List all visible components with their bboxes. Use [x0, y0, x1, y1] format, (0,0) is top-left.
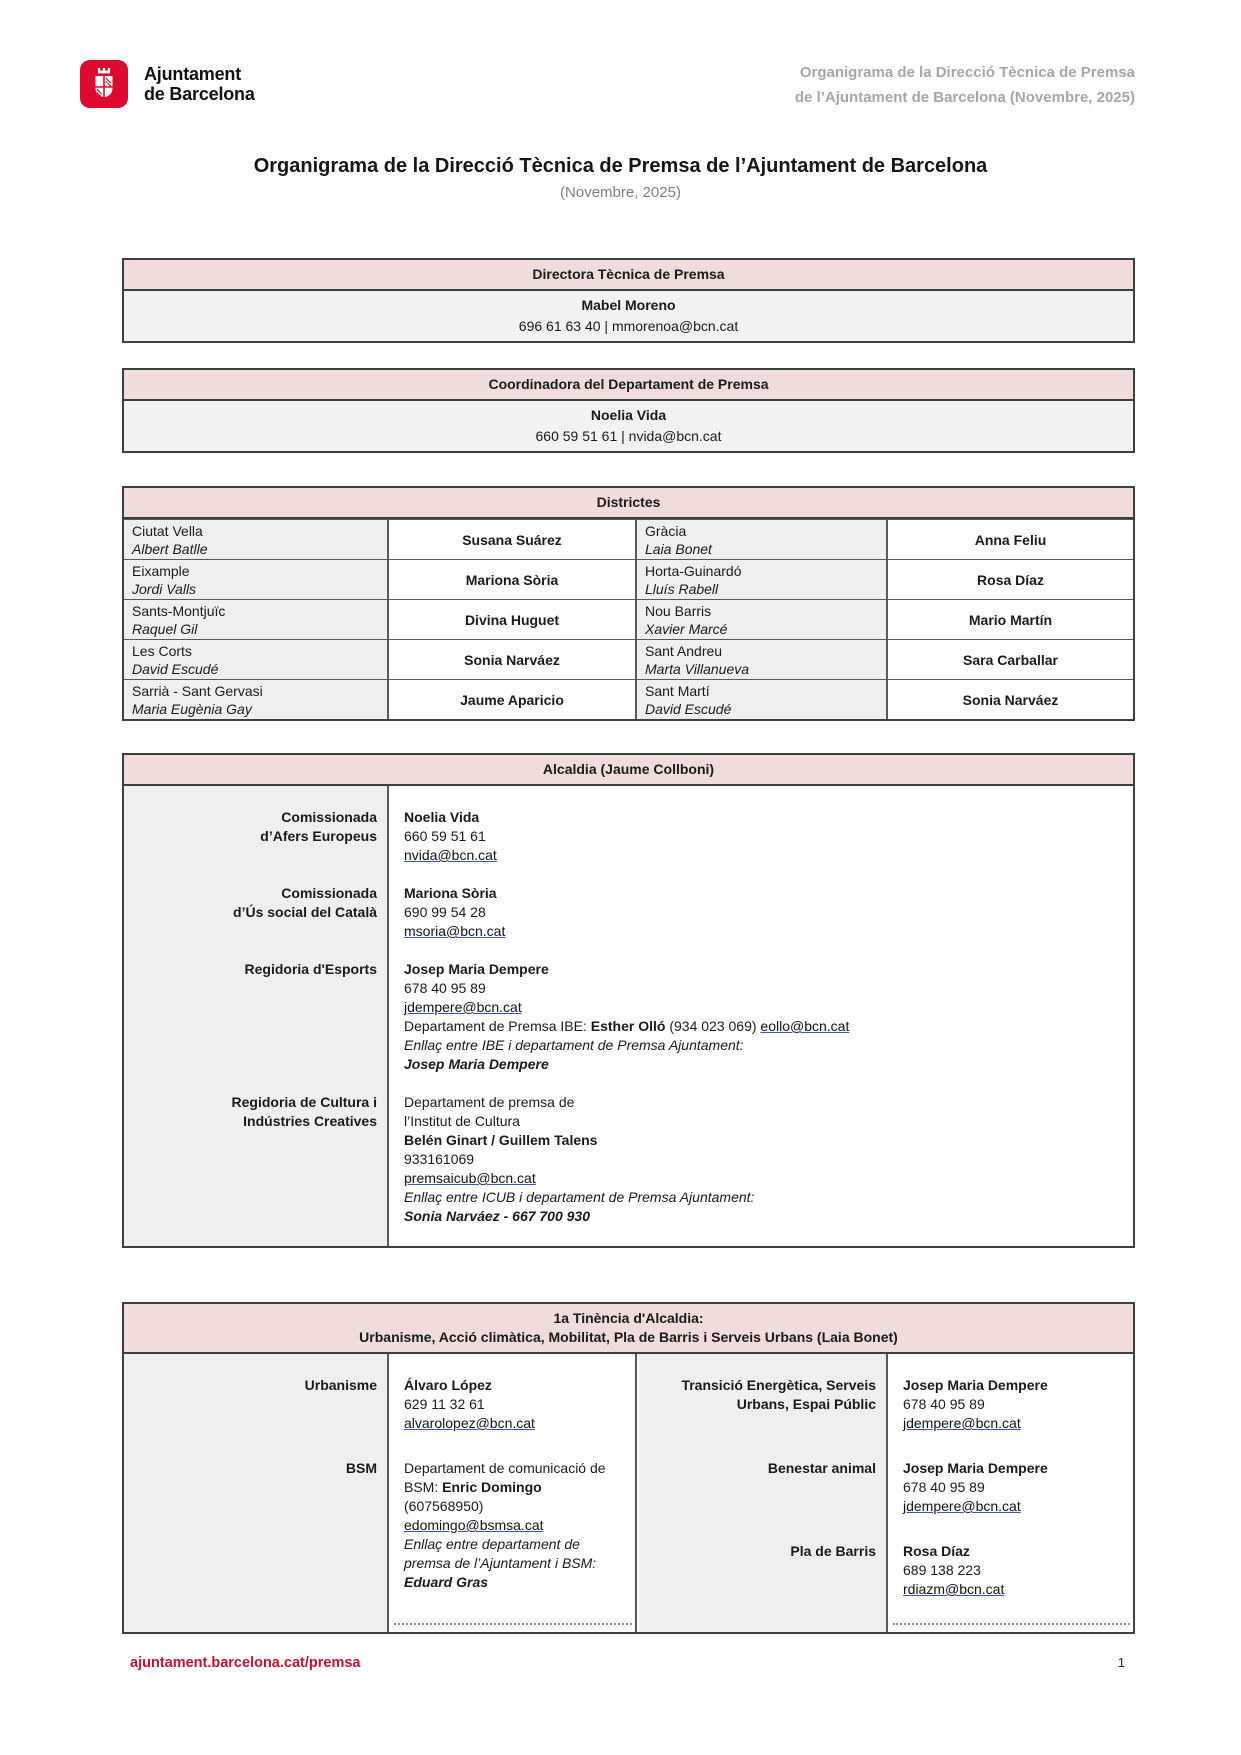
- district-cell: [124, 520, 389, 559]
- directora-box: [122, 258, 1135, 343]
- table-row: [124, 639, 1133, 679]
- contact-phone: 629 11 32 61: [404, 1396, 485, 1412]
- district-councillor: David Escudé: [645, 701, 732, 717]
- tinencia-content-column-left: [391, 1354, 637, 1632]
- contact-name: Josep Maria Dempere: [903, 1460, 1048, 1476]
- contact-block-cultura: [404, 1093, 1127, 1226]
- role-label-esports: Regidoria d'Esports: [244, 961, 377, 977]
- district-councillor: Marta Villanueva: [645, 661, 750, 677]
- page-continuation-dots: [394, 1623, 632, 1625]
- tinencia-box-title: 1a Tinència d'Alcaldia: Urbanisme, Acció climàtica, Mobilitat, Pla de Barris i Serveis Urbans (Laia Bonet): [124, 1304, 1133, 1354]
- email-link[interactable]: jdempere@bcn.cat: [903, 1498, 1021, 1514]
- contact-name: Noelia Vida: [404, 809, 480, 825]
- district-councillor: Raquel Gil: [132, 621, 198, 637]
- contact-phone: 678 40 95 89: [903, 1396, 985, 1412]
- page-footer: [130, 1655, 1125, 1671]
- district-cell: [124, 600, 389, 639]
- ibe-press-line: Departament de Premsa IBE: Esther Olló (934 023 069) eollo@bcn.cat: [404, 1018, 850, 1034]
- tinencia-label-column-left: [124, 1354, 389, 1632]
- role-label-benestar-animal: Benestar animal: [767, 1460, 876, 1476]
- dept-intro-line-1: Departament de premsa de: [404, 1094, 575, 1110]
- alcaldia-content-column: [391, 786, 1133, 1246]
- district-cell: [637, 560, 888, 599]
- page-title: Organigrama de la Direcció Tècnica de Premsa de l’Ajuntament de Barcelona: [253, 155, 988, 177]
- district-name: Ciutat Vella: [132, 523, 203, 539]
- email-link[interactable]: edomingo@bsmsa.cat: [404, 1517, 544, 1533]
- alcaldia-box: [122, 753, 1135, 1248]
- contact-phone: 689 138 223: [903, 1562, 981, 1578]
- coordinadora-box-title: Coordinadora del Departament de Premsa: [124, 370, 1133, 401]
- page-header: [80, 60, 1135, 110]
- contact-phone: (607568950): [404, 1498, 484, 1514]
- email-link[interactable]: eollo@bcn.cat: [760, 1018, 850, 1034]
- contact-phone: 690 99 54 28: [404, 904, 486, 920]
- role-label-afers-europeus: Comissionada d’Afers Europeus: [260, 809, 377, 844]
- district-name: Eixample: [132, 563, 190, 579]
- liaison-name: Sonia Narváez - 667 700 930: [404, 1208, 591, 1224]
- title-block: [0, 155, 1241, 201]
- press-officer-cell: Mario Martín: [888, 600, 1133, 639]
- brand-line-2: de Barcelona: [144, 84, 255, 104]
- district-name: Nou Barris: [645, 603, 712, 619]
- contact-phone: 678 40 95 89: [404, 980, 486, 996]
- contact-block-benestar-animal: [903, 1459, 1127, 1516]
- email-link[interactable]: alvarolopez@bcn.cat: [404, 1415, 535, 1431]
- contact-block-transicio: [903, 1376, 1127, 1433]
- district-name: Gràcia: [645, 523, 687, 539]
- press-officer-cell: Sara Carballar: [888, 640, 1133, 679]
- email-link[interactable]: premsaicub@bcn.cat: [404, 1170, 536, 1186]
- contact-name: Mariona Sòria: [404, 885, 497, 901]
- alcaldia-label-column: [124, 786, 389, 1246]
- running-header: [795, 60, 1135, 110]
- contact-name: Rosa Díaz: [903, 1543, 970, 1559]
- email-link[interactable]: nvida@bcn.cat: [404, 847, 497, 863]
- district-name: Sant Martí: [645, 683, 710, 699]
- district-cell: [637, 520, 888, 559]
- liaison-note: Enllaç entre ICUB i departament de Premsa Ajuntament:: [404, 1189, 755, 1205]
- district-cell: [124, 640, 389, 679]
- contact-block-afers-europeus: [404, 808, 1127, 865]
- alcaldia-box-body: [124, 786, 1133, 1246]
- role-label-us-social-catala: Comissionada d’Ús social del Català: [233, 885, 377, 920]
- districtes-box: [122, 486, 1135, 721]
- contact-block-esports: [404, 960, 1127, 1074]
- contact-block-pla-de-barris: [903, 1542, 1127, 1599]
- contact-name: Belén Ginart / Guillem Talens: [404, 1132, 598, 1148]
- email-link[interactable]: jdempere@bcn.cat: [903, 1415, 1021, 1431]
- directora-box-title: Directora Tècnica de Premsa: [124, 260, 1133, 291]
- tinencia-label-column-right: [639, 1354, 888, 1632]
- table-row: [124, 559, 1133, 599]
- liaison-note: Enllaç entre departament de premsa de l’Ajuntament i BSM:: [404, 1536, 597, 1571]
- districtes-box-title: Districtes: [124, 488, 1133, 519]
- role-label-urbanisme: Urbanisme: [304, 1377, 377, 1393]
- district-name: Les Corts: [132, 643, 192, 659]
- contact-name: Enric Domingo: [442, 1479, 542, 1495]
- coordinadora-contact: 660 59 51 61 | nvida@bcn.cat: [535, 428, 722, 444]
- district-name: Sarrià - Sant Gervasi: [132, 683, 263, 699]
- bsm-contact-line: BSM: Enric Domingo: [404, 1479, 542, 1495]
- press-officer-cell: Anna Feliu: [888, 520, 1133, 559]
- dept-intro-line: Departament de comunicació de: [404, 1460, 606, 1476]
- contact-block-urbanisme: [404, 1376, 629, 1433]
- tinencia-content-column-right: [890, 1354, 1133, 1632]
- district-name: Horta-Guinardó: [645, 563, 742, 579]
- district-name: Sant Andreu: [645, 643, 723, 659]
- role-label-cultura: Regidoria de Cultura i Indústries Creatives: [231, 1094, 377, 1129]
- district-councillor: Xavier Marcé: [645, 621, 728, 637]
- email-link[interactable]: rdiazm@bcn.cat: [903, 1581, 1005, 1597]
- running-header-line-1: Organigrama de la Direcció Tècnica de Premsa: [799, 64, 1135, 81]
- directora-name: Mabel Moreno: [581, 297, 676, 313]
- contact-name: Josep Maria Dempere: [404, 961, 549, 977]
- table-row: [124, 599, 1133, 639]
- alcaldia-box-title: Alcaldia (Jaume Collboni): [124, 755, 1133, 786]
- district-councillor: David Escudé: [132, 661, 219, 677]
- district-cell: [124, 560, 389, 599]
- contact-phone: 678 40 95 89: [903, 1479, 985, 1495]
- ibe-contact-name: Esther Olló: [590, 1018, 666, 1034]
- role-label-pla-de-barris: Pla de Barris: [790, 1543, 876, 1559]
- page-number: 1: [1117, 1655, 1125, 1670]
- table-row: [124, 519, 1133, 559]
- tinencia-box: [122, 1302, 1135, 1634]
- contact-name: Álvaro López: [404, 1377, 492, 1393]
- district-councillor: Laia Bonet: [645, 541, 712, 557]
- district-cell: [637, 680, 888, 719]
- directora-contact: 696 61 63 40 | mmorenoa@bcn.cat: [518, 318, 739, 334]
- district-councillor: Albert Batlle: [132, 541, 208, 557]
- coordinadora-name: Noelia Vida: [590, 407, 667, 423]
- press-officer-cell: Mariona Sòria: [389, 560, 637, 599]
- press-officer-cell: Sonia Narváez: [389, 640, 637, 679]
- directora-box-body: [124, 291, 1133, 341]
- contact-phone: 933161069: [404, 1151, 475, 1167]
- district-cell: [637, 600, 888, 639]
- district-name: Sants-Montjuïc: [132, 603, 226, 619]
- page-continuation-dots: [893, 1623, 1130, 1625]
- press-officer-cell: Rosa Díaz: [888, 560, 1133, 599]
- district-councillor: Lluís Rabell: [645, 581, 719, 597]
- contact-name: Josep Maria Dempere: [903, 1377, 1048, 1393]
- press-officer-cell: Susana Suárez: [389, 520, 637, 559]
- contact-block-us-social-catala: [404, 884, 1127, 941]
- district-councillor: Jordi Valls: [132, 581, 197, 597]
- dept-intro-line-2: l’Institut de Cultura: [404, 1113, 520, 1129]
- liaison-name: Eduard Gras: [404, 1574, 489, 1590]
- district-councillor: Maria Eugènia Gay: [132, 701, 252, 717]
- role-label-transicio: Transició Energètica, Serveis Urbans, Espai Públic: [681, 1377, 876, 1412]
- press-officer-cell: Jaume Aparicio: [389, 680, 637, 719]
- page-subtitle: (Novembre, 2025): [560, 184, 681, 201]
- running-header-line-2: de l’Ajuntament de Barcelona (Novembre, 2025): [794, 89, 1135, 106]
- email-link[interactable]: jdempere@bcn.cat: [404, 999, 522, 1015]
- barcelona-coat-of-arms-icon: [80, 60, 128, 108]
- brand-name: [144, 64, 255, 104]
- district-cell: [637, 640, 888, 679]
- email-link[interactable]: msoria@bcn.cat: [404, 923, 506, 939]
- press-officer-cell: Divina Huguet: [389, 600, 637, 639]
- district-cell: [124, 680, 389, 719]
- tinencia-box-body: [124, 1354, 1133, 1632]
- press-officer-cell: Sonia Narváez: [888, 680, 1133, 719]
- org-chart-content: [122, 258, 1135, 1634]
- role-label-bsm: BSM: [345, 1460, 377, 1476]
- footer-website-link[interactable]: ajuntament.barcelona.cat/premsa: [130, 1655, 361, 1671]
- liaison-name: Josep Maria Dempere: [404, 1056, 549, 1072]
- city-council-logo: [80, 60, 255, 108]
- contact-phone: 660 59 51 61: [404, 828, 486, 844]
- table-row: [124, 679, 1133, 719]
- contact-block-bsm: [404, 1459, 629, 1592]
- coordinadora-box: [122, 368, 1135, 453]
- coordinadora-box-body: [124, 401, 1133, 451]
- liaison-note: Enllaç entre IBE i departament de Premsa Ajuntament:: [404, 1037, 744, 1053]
- brand-line-1: Ajuntament: [144, 64, 242, 84]
